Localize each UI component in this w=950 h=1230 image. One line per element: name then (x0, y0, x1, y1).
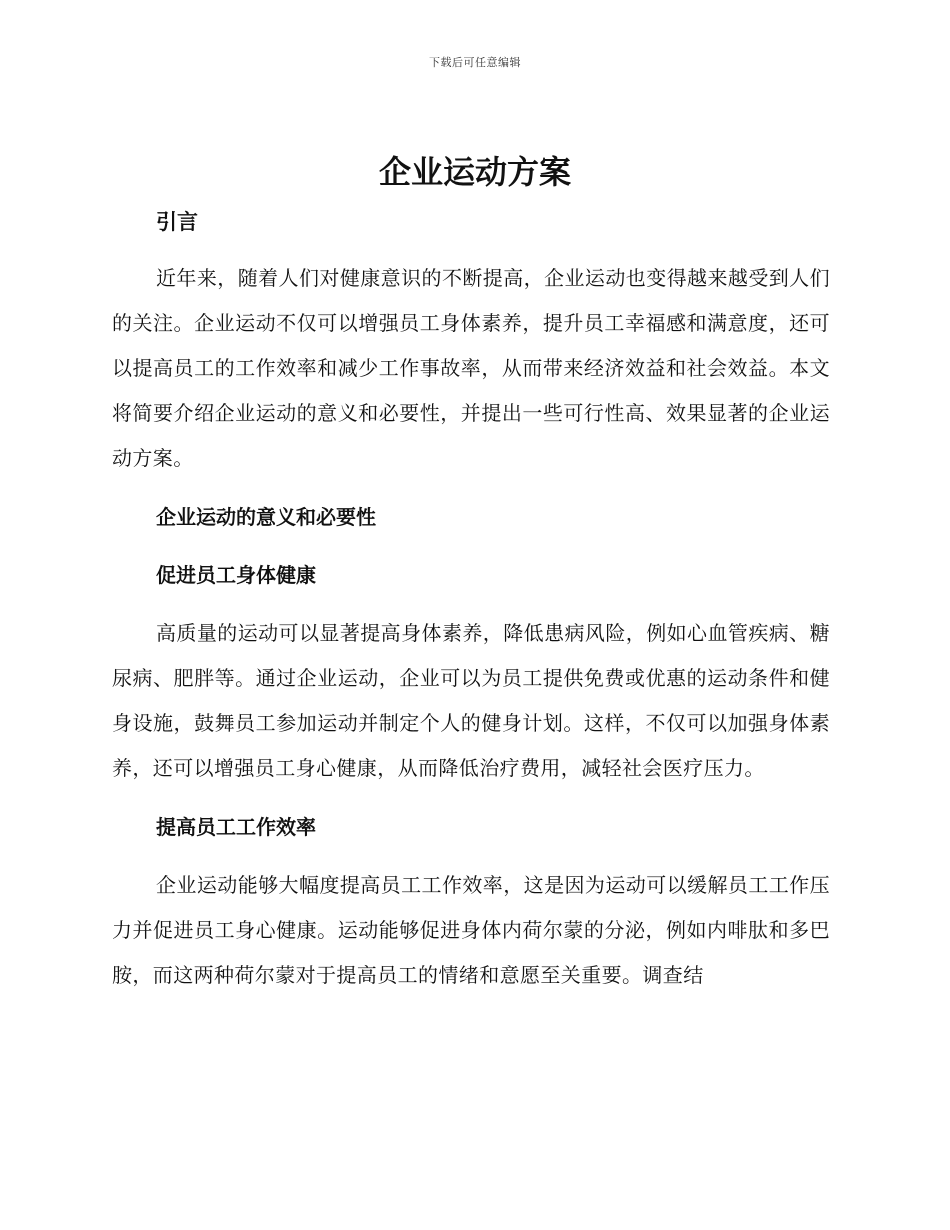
paragraph-intro: 近年来，随着人们对健康意识的不断提高，企业运动也变得越来越受到人们的关注。企业运动不仅可以增强员工身体素养，提升员工幸福感和满意度，还可以提高员工的工作效率和减少工作事故率，从而带来经济效益和社会效益。本文将简要介绍企业运动的意义和必要性，并提出一些可行性高、效果显著的企业运动方案。 (112, 266, 830, 470)
document-body (112, 200, 830, 998)
section-heading-efficiency: 提高员工工作效率 (156, 815, 316, 839)
section-heading-significance: 企业运动的意义和必要性 (156, 505, 376, 529)
section-heading-health: 促进员工身体健康 (156, 563, 316, 587)
section-heading-intro: 引言 (156, 210, 198, 234)
header-note: 下载后可任意编辑 (429, 56, 521, 69)
paragraph-efficiency: 企业运动能够大幅度提高员工工作效率，这是因为运动可以缓解员工工作压力并促进员工身心健康。运动能够促进身体内荷尔蒙的分泌，例如内啡肽和多巴胺，而这两种荷尔蒙对于提高员工的情绪和意愿至关重要。调查结 (112, 873, 830, 987)
paragraph-health: 高质量的运动可以显著提高身体素养，降低患病风险，例如心血管疾病、糖尿病、肥胖等。通过企业运动，企业可以为员工提供免费或优惠的运动条件和健身设施，鼓舞员工参加运动并制定个人的健身计划。这样，不仅可以加强身体素养，还可以增强员工身心健康，从而降低治疗费用，减轻社会医疗压力。 (112, 621, 830, 780)
document-title: 企业运动方案 (378, 153, 571, 191)
